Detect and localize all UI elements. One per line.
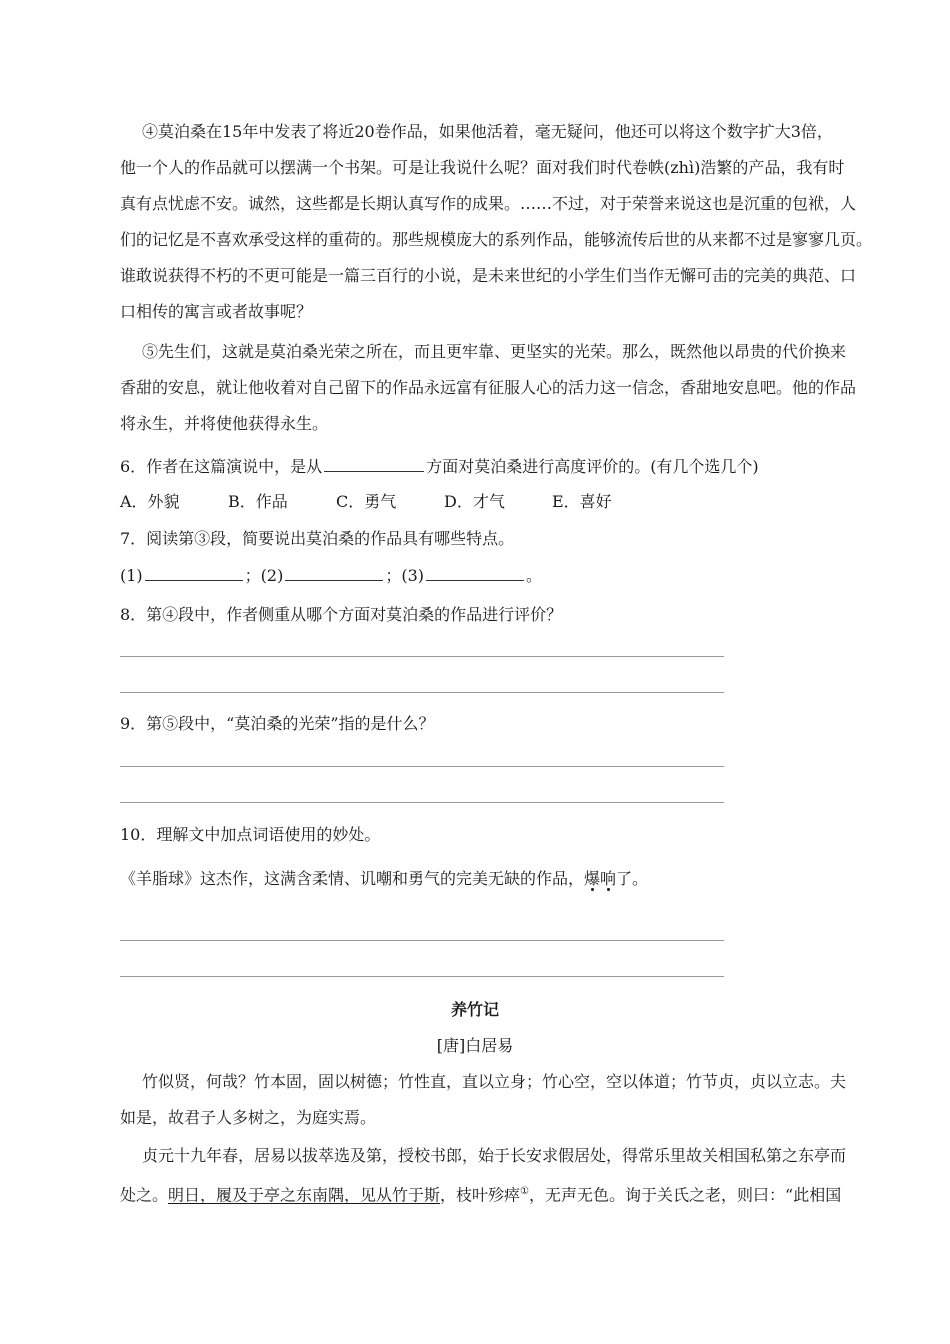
para4-line-5: 谁敢说获得不朽的不更可能是一篇三百行的小说，是未来世纪的小学生们当作无懈可击的完美的典范、口 — [120, 266, 857, 285]
q9-answer-line-2[interactable] — [120, 802, 724, 803]
q10-quote-suffix: 了。 — [616, 869, 649, 888]
underlined-sentence: 明日，履及于亭之东南隅，见从竹于斯 — [168, 1185, 441, 1205]
para4-line-3: 真有点忧虑不安。诚然，这些都是长期认真写作的成果。……不过，对于荣誉来说这也是沉重的包袱，人 — [120, 194, 857, 213]
essay-p2-line-1: 贞元十九年春，居易以拔萃选及第，授校书郎，始于长安求假居处，得常乐里故关相国私第之东亭而 — [142, 1146, 847, 1165]
q8-answer-line-1[interactable] — [120, 656, 724, 657]
question-6 — [120, 455, 860, 478]
para5-line-3: 将永生，并将使他获得永生。 — [120, 414, 329, 433]
q7-answers — [120, 564, 860, 587]
essay-p1-line-1: 竹似贤，何哉？竹本固，固以树德；竹性直，直以立身；竹心空，空以体道；竹节贞，贞以立志。夫 — [142, 1072, 847, 1091]
essay-p2-text-c: ，无声无色。询于关氏之老，则曰：“此相国 — [529, 1185, 842, 1205]
essay-author: [唐]白居易 — [436, 1036, 514, 1055]
q6-suffix: 方面对莫泊桑进行高度评价的。(有几个选几个) — [426, 457, 759, 476]
q6-prefix: 6．作者在这篇演说中，是从 — [120, 457, 323, 476]
q6-option-e[interactable]: E．喜好 — [552, 492, 612, 511]
q10-answer-line-2[interactable] — [120, 976, 724, 977]
q7-label-2: ；(2) — [244, 566, 284, 585]
question-10: 10．理解文中加点词语使用的妙处。 — [120, 825, 381, 844]
q7-answer-blank-3[interactable] — [426, 564, 524, 581]
question-9: 9．第⑤段中，“莫泊桑的光荣”指的是什么？ — [120, 714, 435, 733]
emphasis-dot — [607, 888, 610, 891]
q10-quote-prefix: 《羊脂球》这杰作，这满含柔情、讥嘲和勇气的完美无缺的作品， — [120, 869, 585, 888]
q6-option-c[interactable]: C．勇气 — [336, 492, 397, 511]
q10-answer-line-1[interactable] — [120, 940, 724, 941]
q10-quote — [120, 868, 860, 890]
essay-p2-text-b: ，枝叶殄瘁 — [440, 1185, 521, 1205]
q7-answer-blank-1[interactable] — [145, 564, 243, 581]
q6-option-a[interactable]: A．外貌 — [120, 492, 180, 511]
question-8: 8．第④段中，作者侧重从哪个方面对莫泊桑的作品进行评价？ — [120, 605, 563, 624]
q10-dotted-char-2: 响 — [600, 868, 616, 890]
essay-p1-line-2: 如是，故君子人多树之，为庭实焉。 — [120, 1108, 377, 1127]
para5-line-2: 香甜的安息，就让他收着对自己留下的作品永远富有征服人心的活力这一信念，香甜地安息吧。他的作品 — [120, 378, 857, 397]
q6-option-b[interactable]: B．作品 — [228, 492, 288, 511]
q8-answer-line-2[interactable] — [120, 692, 724, 693]
essay-p2-line-2 — [120, 1181, 860, 1206]
q7-answer-blank-2[interactable] — [285, 564, 383, 581]
para4-line-1: ④莫泊桑在15年中发表了将近20卷作品，如果他活着，毫无疑问，他还可以将这个数字扩大3倍， — [142, 122, 833, 141]
q7-end: 。 — [526, 566, 543, 585]
q6-option-d[interactable]: D．才气 — [444, 492, 505, 511]
question-7: 7．阅读第③段，简要说出莫泊桑的作品具有哪些特点。 — [120, 529, 515, 548]
q6-options — [120, 491, 860, 513]
para5-line-1: ⑤先生们，这就是莫泊桑光荣之所在，而且更牢靠、更坚实的光荣。那么，既然他以昂贵的代价换来 — [142, 342, 847, 361]
q7-label-1: (1) — [120, 566, 143, 585]
q9-answer-line-1[interactable] — [120, 766, 724, 767]
q6-answer-blank[interactable] — [324, 455, 424, 472]
para4-line-2: 他一个人的作品就可以摆满一个书架。可是让我说什么呢？面对我们时代卷帙(zhì)浩繁的产品，我有时 — [120, 158, 845, 177]
essay-title: 养竹记 — [450, 1000, 499, 1019]
para4-line-6: 口相传的寓言或者故事呢？ — [120, 302, 313, 321]
footnote-marker[interactable]: ① — [520, 1186, 530, 1197]
essay-p2-text-a: 处之。 — [120, 1185, 169, 1205]
emphasis-dot — [591, 888, 594, 891]
q10-dotted-char-1: 爆 — [584, 868, 600, 890]
q7-label-3: ；(3) — [385, 566, 425, 585]
para4-line-4: 们的记忆是不喜欢承受这样的重荷的。那些规模庞大的系列作品，能够流传后世的从来都不过是寥寥几页。 — [120, 230, 873, 249]
